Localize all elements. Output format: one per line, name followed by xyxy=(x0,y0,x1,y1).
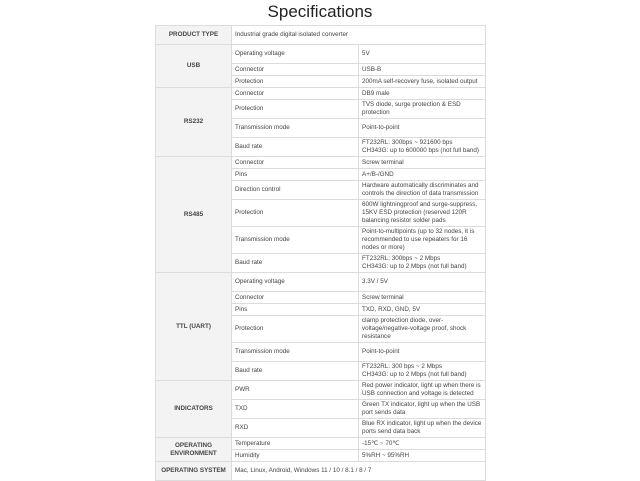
spec-name: Operating voltage xyxy=(232,273,359,292)
specifications-table xyxy=(155,25,486,481)
table-row xyxy=(156,438,486,450)
spec-name: PWR xyxy=(232,381,359,400)
table-row xyxy=(156,45,486,64)
spec-name: Humidity xyxy=(232,450,359,462)
table-row xyxy=(156,157,486,169)
table-row xyxy=(156,26,486,45)
spec-value: 5%RH ~ 95%RH xyxy=(359,450,486,462)
spec-name: Connector xyxy=(232,64,359,76)
spec-value: Green TX indicator, light up when the USB port sends data xyxy=(359,400,486,419)
spec-name: Transmission mode xyxy=(232,119,359,138)
baud-line-ft232: FT232RL: 300bps ~ 2 Mbps xyxy=(362,255,441,262)
spec-value: 5V xyxy=(359,45,486,64)
spec-value: DB9 male xyxy=(359,88,486,100)
spec-value: TVS diode, surge protection & ESD protection xyxy=(359,100,486,119)
spec-name: Operating voltage xyxy=(232,45,359,64)
category-label: RS232 xyxy=(156,88,232,157)
category-label: TTL (UART) xyxy=(156,273,232,381)
spec-value: Point-to-point xyxy=(359,119,486,138)
spec-name: RXD xyxy=(232,419,359,438)
category-label: PRODUCT TYPE xyxy=(156,26,232,45)
category-label: USB xyxy=(156,45,232,88)
table-row xyxy=(156,462,486,481)
spec-value: A+/B-/GND xyxy=(359,169,486,181)
category-label: OPERATING ENVIRONMENT xyxy=(156,438,232,462)
spec-value xyxy=(359,362,486,381)
category-label: INDICATORS xyxy=(156,381,232,438)
spec-value: Hardware automatically discriminates and controls the direction of data transmission xyxy=(359,181,486,200)
spec-name: Protection xyxy=(232,76,359,88)
table-row xyxy=(156,381,486,400)
spec-value: 200mA self-recovery fuse, isolated output xyxy=(359,76,486,88)
spec-value: -15℃ ~ 70℃ xyxy=(359,438,486,450)
spec-name: Protection xyxy=(232,100,359,119)
spec-value: Industrial grade digital isolated converter xyxy=(232,26,486,45)
spec-value: Point-to-point xyxy=(359,343,486,362)
spec-value: Mac, Linux, Android, Windows 11 / 10 / 8.1 / 8 / 7 xyxy=(232,462,486,481)
spec-name: Temperature xyxy=(232,438,359,450)
spec-name: Baud rate xyxy=(232,138,359,157)
spec-value: Screw terminal xyxy=(359,292,486,304)
spec-name: Baud rate xyxy=(232,254,359,273)
baud-line-ch343: CH343G: up to 2 Mbps (not full band) xyxy=(362,371,467,378)
spec-value: Blue RX indicator, light up when the device ports send data back xyxy=(359,419,486,438)
spec-name: Connector xyxy=(232,88,359,100)
spec-name: Protection xyxy=(232,200,359,227)
category-label: RS485 xyxy=(156,157,232,273)
baud-line-ft232: FT232RL: 300bps ~ 921600 bps xyxy=(362,139,453,146)
page-title: Specifications xyxy=(267,2,373,21)
spec-name: TXD xyxy=(232,400,359,419)
spec-name: Pins xyxy=(232,169,359,181)
spec-value: Red power indicator, light up when there is USB connection and voltage is detected xyxy=(359,381,486,400)
baud-line-ch343: CH343G: up to 600000 bps (not full band) xyxy=(362,147,479,154)
spec-value: Screw terminal xyxy=(359,157,486,169)
spec-name: Transmission mode xyxy=(232,227,359,254)
spec-value: Point-to-multipoints (up to 32 nodes, it is recommended to use repeaters for 16 nodes or more) xyxy=(359,227,486,254)
spec-value xyxy=(359,138,486,157)
baud-line-ft232: FT232RL: 300 bps ~ 2 Mbps xyxy=(362,363,442,370)
spec-name: Connector xyxy=(232,157,359,169)
spec-value: USB-B xyxy=(359,64,486,76)
spec-name: Transmission mode xyxy=(232,343,359,362)
table-row xyxy=(156,273,486,292)
table-row xyxy=(156,88,486,100)
baud-line-ch343: CH343G: up to 2 Mbps (not full band) xyxy=(362,263,467,270)
spec-value: TXD, RXD, GND, 5V xyxy=(359,304,486,316)
spec-name: Pins xyxy=(232,304,359,316)
spec-value: clamp protection diode, over-voltage/negative-voltage proof, shock resistance xyxy=(359,316,486,343)
spec-name: Direction control xyxy=(232,181,359,200)
spec-value: 600W lightningproof and surge-suppress, 15KV ESD protection (reserved 120R balancing resistor solder pads xyxy=(359,200,486,227)
spec-name: Baud rate xyxy=(232,362,359,381)
spec-value xyxy=(359,254,486,273)
category-label: OPERATING SYSTEM xyxy=(156,462,232,481)
spec-name: Connector xyxy=(232,292,359,304)
spec-name: Protection xyxy=(232,316,359,343)
spec-value: 3.3V / 5V xyxy=(359,273,486,292)
